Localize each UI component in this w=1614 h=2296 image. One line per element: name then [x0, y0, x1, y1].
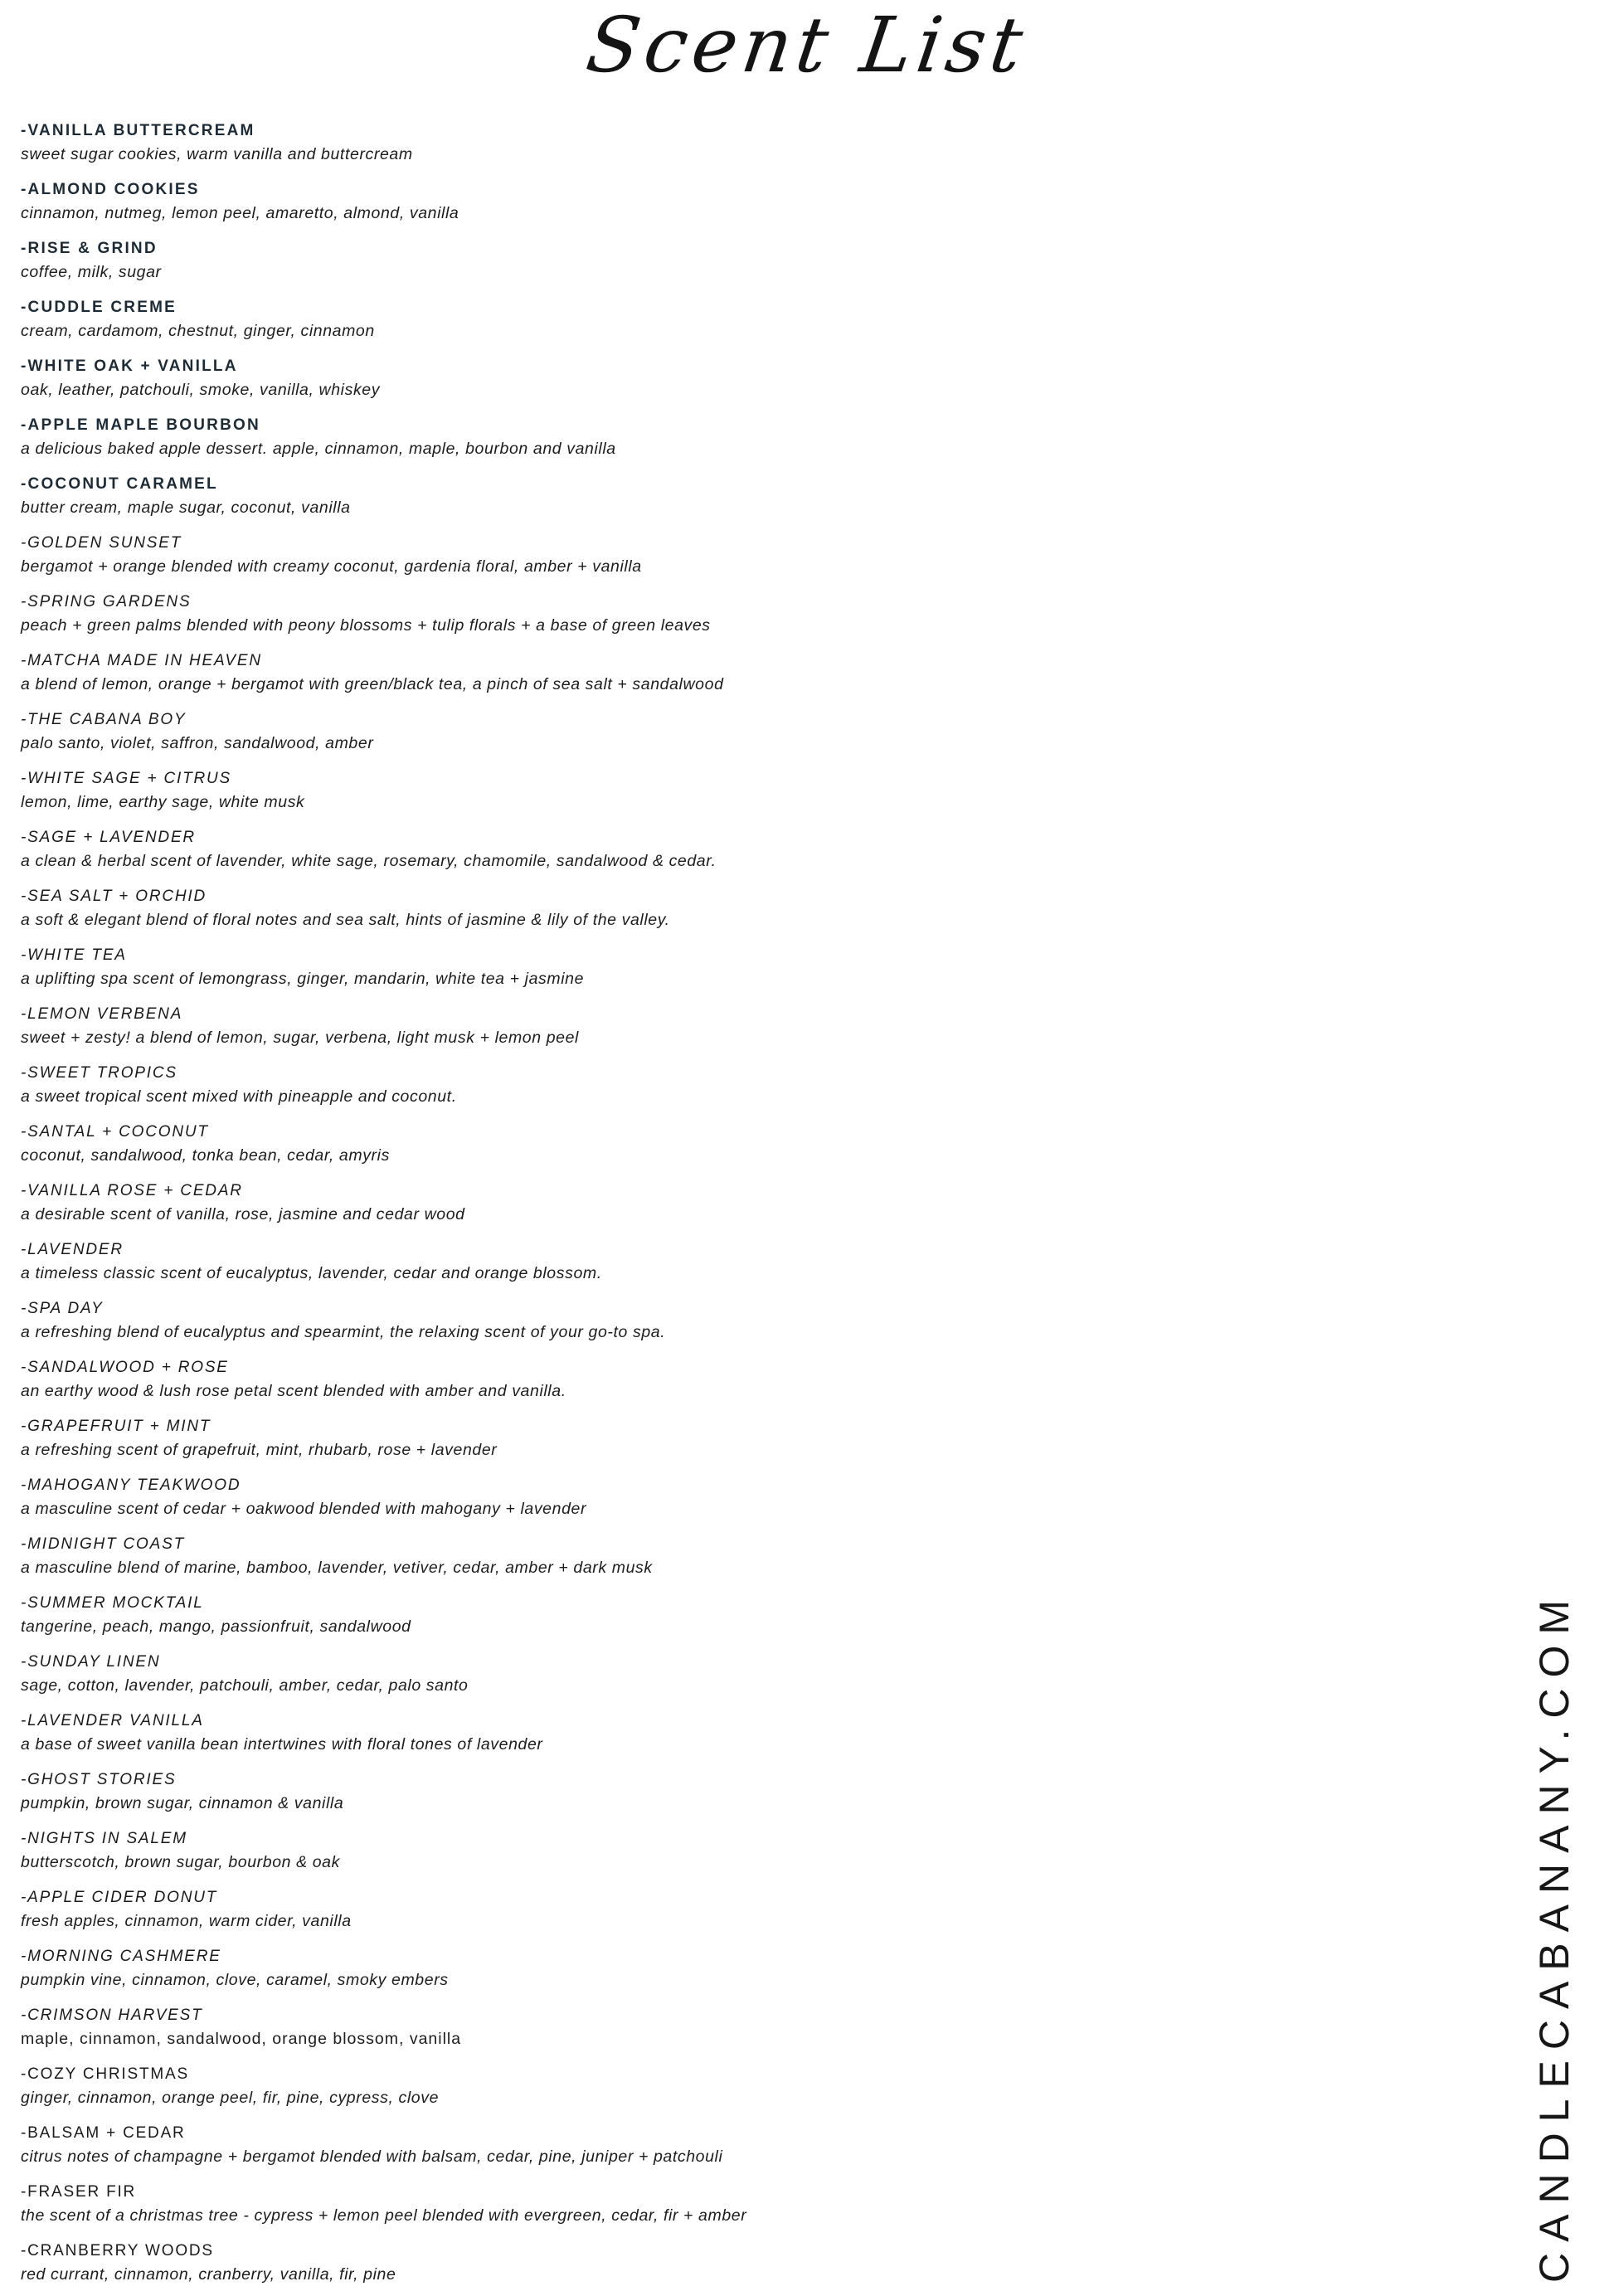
scent-name: -GOLDEN SUNSET	[21, 534, 182, 552]
scent-entry	[21, 181, 1581, 240]
scent-entry	[21, 2183, 1581, 2242]
scent-entry	[21, 2124, 1581, 2183]
scent-name: -NIGHTS IN SALEM	[21, 1830, 187, 1847]
scent-name: -SWEET TROPICS	[21, 1064, 177, 1082]
scent-name: -MIDNIGHT COAST	[21, 1535, 185, 1553]
scent-name: -THE CABANA BOY	[21, 711, 187, 728]
scent-entry	[21, 534, 1581, 593]
scent-description: coffee, milk, sugar	[21, 263, 162, 281]
scent-name: -COCONUT CARAMEL	[21, 475, 218, 493]
scent-description: butterscotch, brown sugar, bourbon & oak	[21, 1853, 340, 1871]
scent-entry	[21, 240, 1581, 299]
scent-entry	[21, 475, 1581, 534]
scent-description: tangerine, peach, mango, passionfruit, sandalwood	[21, 1617, 411, 1636]
scent-description: red currant, cinnamon, cranberry, vanilla, fir, pine	[21, 2265, 396, 2284]
scent-name: -APPLE CIDER DONUT	[21, 1889, 218, 1906]
scent-entry	[21, 2242, 1581, 2296]
scent-name: -LEMON VERBENA	[21, 1005, 183, 1023]
scent-entry	[21, 770, 1581, 829]
scent-name: -FRASER FIR	[21, 2183, 137, 2201]
scent-entry	[21, 1300, 1581, 1359]
scent-entry	[21, 1476, 1581, 1535]
scent-entry	[21, 358, 1581, 416]
scent-name: -CRIMSON HARVEST	[21, 2007, 203, 2024]
scent-description: a masculine blend of marine, bamboo, lavender, vetiver, cedar, amber + dark musk	[21, 1559, 653, 1577]
scent-description: butter cream, maple sugar, coconut, vanilla	[21, 499, 351, 517]
scent-entry	[21, 1241, 1581, 1300]
scent-description: peach + green palms blended with peony blossoms + tulip florals + a base of green leaves	[21, 616, 711, 635]
scent-entry	[21, 1771, 1581, 1830]
scent-entry	[21, 122, 1581, 181]
scent-entry	[21, 1653, 1581, 1712]
scent-entry	[21, 711, 1581, 770]
page-title: Scent List	[581, 1, 1033, 90]
scent-name: -SUNDAY LINEN	[21, 1653, 161, 1671]
scent-description: maple, cinnamon, sandalwood, orange blossom, vanilla	[21, 2030, 462, 2048]
scent-description: a refreshing scent of grapefruit, mint, rhubarb, rose + lavender	[21, 1441, 498, 1459]
scent-description: a refreshing blend of eucalyptus and spearmint, the relaxing scent of your go-to spa.	[21, 1323, 666, 1341]
scent-description: citrus notes of champagne + bergamot blended with balsam, cedar, pine, juniper + patchouli	[21, 2148, 723, 2166]
scent-entry	[21, 1948, 1581, 2007]
scent-description: pumpkin vine, cinnamon, clove, caramel, smoky embers	[21, 1971, 449, 1989]
scent-name: -MAHOGANY TEAKWOOD	[21, 1476, 241, 1494]
scent-name: -GHOST STORIES	[21, 1771, 177, 1788]
scent-name: -CRANBERRY WOODS	[21, 2242, 214, 2260]
scent-description: fresh apples, cinnamon, warm cider, vanilla	[21, 1912, 352, 1930]
scent-description: sweet sugar cookies, warm vanilla and buttercream	[21, 145, 413, 163]
scent-entry	[21, 2007, 1581, 2065]
scent-name: -BALSAM + CEDAR	[21, 2124, 186, 2142]
scent-description: a masculine scent of cedar + oakwood blended with mahogany + lavender	[21, 1500, 587, 1518]
scent-description: oak, leather, patchouli, smoke, vanilla, whiskey	[21, 381, 381, 399]
scent-description: sweet + zesty! a blend of lemon, sugar, verbena, light musk + lemon peel	[21, 1029, 579, 1047]
scent-entry	[21, 1535, 1581, 1594]
scent-name: -COZY CHRISTMAS	[21, 2065, 189, 2083]
scent-description: lemon, lime, earthy sage, white musk	[21, 793, 305, 811]
scent-entry	[21, 1005, 1581, 1064]
scent-description: a delicious baked apple dessert. apple, cinnamon, maple, bourbon and vanilla	[21, 440, 616, 458]
scent-entry	[21, 2065, 1581, 2124]
scent-entry	[21, 416, 1581, 475]
scent-entry	[21, 1359, 1581, 1418]
scent-entry	[21, 888, 1581, 946]
scent-entry	[21, 1594, 1581, 1653]
scent-entry	[21, 829, 1581, 888]
scent-entry	[21, 299, 1581, 358]
scent-name: -SPA DAY	[21, 1300, 104, 1317]
scent-entry	[21, 593, 1581, 652]
scent-description: an earthy wood & lush rose petal scent blended with amber and vanilla.	[21, 1382, 566, 1400]
scent-entry	[21, 1182, 1581, 1241]
scent-name: -VANILLA ROSE + CEDAR	[21, 1182, 243, 1199]
scent-description: cream, cardamom, chestnut, ginger, cinnamon	[21, 322, 375, 340]
scent-entry	[21, 1889, 1581, 1948]
scent-name: -SANTAL + COCONUT	[21, 1123, 209, 1141]
scent-description: sage, cotton, lavender, patchouli, amber, cedar, palo santo	[21, 1676, 469, 1695]
scent-name: -ALMOND COOKIES	[21, 181, 200, 198]
scent-name: -SANDALWOOD + ROSE	[21, 1359, 229, 1376]
website-vertical-text: CANDLECABANANY.COM	[1531, 1588, 1578, 2283]
scent-entry	[21, 1064, 1581, 1123]
scent-name: -SUMMER MOCKTAIL	[21, 1594, 204, 1612]
scent-entry	[21, 1123, 1581, 1182]
scent-name: -SEA SALT + ORCHID	[21, 888, 207, 905]
scent-list	[21, 122, 1581, 2296]
scent-entry	[21, 1418, 1581, 1476]
scent-name: -SAGE + LAVENDER	[21, 829, 196, 846]
scent-description: a blend of lemon, orange + bergamot with green/black tea, a pinch of sea salt + sandalwood	[21, 675, 724, 693]
scent-entry	[21, 1830, 1581, 1889]
scent-description: a sweet tropical scent mixed with pineapple and coconut.	[21, 1087, 457, 1106]
scent-description: a desirable scent of vanilla, rose, jasmine and cedar wood	[21, 1205, 465, 1223]
scent-entry	[21, 652, 1581, 711]
scent-name: -RISE & GRIND	[21, 240, 158, 257]
scent-description: a timeless classic scent of eucalyptus, lavender, cedar and orange blossom.	[21, 1264, 602, 1282]
scent-description: cinnamon, nutmeg, lemon peel, amaretto, almond, vanilla	[21, 204, 459, 222]
scent-description: a soft & elegant blend of floral notes and sea salt, hints of jasmine & lily of the valley.	[21, 911, 670, 929]
scent-description: bergamot + orange blended with creamy coconut, gardenia floral, amber + vanilla	[21, 557, 642, 576]
scent-description: a clean & herbal scent of lavender, white sage, rosemary, chamomile, sandalwood & cedar.	[21, 852, 717, 870]
scent-name: -WHITE TEA	[21, 946, 127, 964]
scent-entry	[21, 946, 1581, 1005]
scent-name: -CUDDLE CREME	[21, 299, 177, 316]
scent-description: a base of sweet vanilla bean intertwines with floral tones of lavender	[21, 1735, 543, 1754]
scent-name: -VANILLA BUTTERCREAM	[21, 122, 255, 139]
scent-description: a uplifting spa scent of lemongrass, ginger, mandarin, white tea + jasmine	[21, 970, 585, 988]
scent-description: pumpkin, brown sugar, cinnamon & vanilla	[21, 1794, 344, 1812]
scent-name: -MORNING CASHMERE	[21, 1948, 221, 1965]
scent-name: -WHITE SAGE + CITRUS	[21, 770, 231, 787]
scent-description: ginger, cinnamon, orange peel, fir, pine, cypress, clove	[21, 2089, 440, 2107]
scent-description: the scent of a christmas tree - cypress + lemon peel blended with evergreen, cedar, fir + amber	[21, 2206, 747, 2225]
scent-name: -MATCHA MADE IN HEAVEN	[21, 652, 262, 669]
scent-entry	[21, 1712, 1581, 1771]
scent-name: -WHITE OAK + VANILLA	[21, 358, 238, 375]
scent-name: -APPLE MAPLE BOURBON	[21, 416, 260, 434]
scent-name: -SPRING GARDENS	[21, 593, 192, 610]
scent-description: palo santo, violet, saffron, sandalwood, amber	[21, 734, 374, 752]
scent-name: -LAVENDER VANILLA	[21, 1712, 204, 1729]
scent-description: coconut, sandalwood, tonka bean, cedar, amyris	[21, 1146, 390, 1165]
scent-name: -LAVENDER	[21, 1241, 124, 1258]
scent-name: -GRAPEFRUIT + MINT	[21, 1418, 211, 1435]
